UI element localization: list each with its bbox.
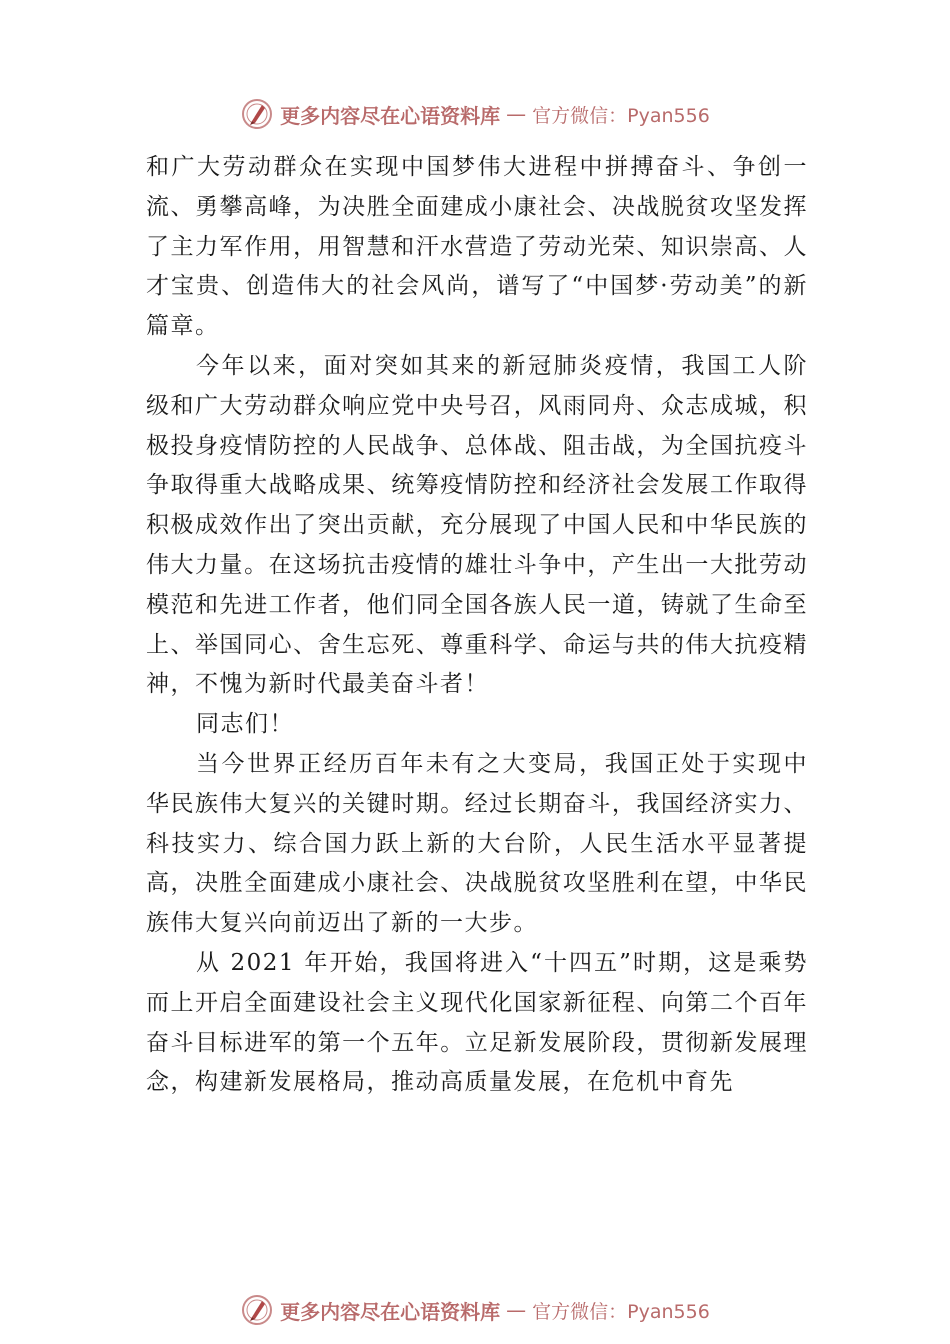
- paragraph-3: 同志们！: [196, 711, 294, 738]
- watermark-contact: 官方微信：Pyan556: [532, 104, 710, 127]
- watermark-separator: —: [506, 102, 527, 126]
- pen-nib-circle-icon: [240, 97, 274, 131]
- paragraph-1: 和广大劳动群众在实现中国梦伟大进程中拼搏奋斗、争创一流、勇攀高峰，为决胜全面建成小康社会、决战脱贫攻坚发挥了主力军作用，用智慧和汗水营造了劳动光荣、知识崇高、人才宝贵、创造伟大的社会风尚，谱写了“中国梦·劳动美”的新篇章。: [146, 154, 808, 340]
- paragraph-2: 今年以来，面对突如其来的新冠肺炎疫情，我国工人阶级和广大劳动群众响应党中央号召，风雨同舟、众志成城，积极投身疫情防控的人民战争、总体战、阻击战，为全国抗疫斗争取得重大战略成果、统筹疫情防控和经济社会发展工作取得积极成效作出了突出贡献，充分展现了中国人民和中华民族的伟大力量。在这场抗击疫情的雄壮斗争中，产生出一大批劳动模范和先进工作者，他们同全国各族人民一道，铸就了生命至上、举国同心、舍生忘死、尊重科学、命运与共的伟大抗疫精神，不愧为新时代最美奋斗者！: [146, 352, 808, 698]
- watermark-main-text: 更多内容尽在心语资料库: [280, 1299, 501, 1324]
- paragraph-4: 当今世界正经历百年未有之大变局，我国正处于实现中华民族伟大复兴的关键时期。经过长期奋斗，我国经济实力、科技实力、综合国力跃上新的大台阶，人民生活水平显著提高，决胜全面建成小康社会、决战脱贫攻坚胜利在望，中华民族伟大复兴向前迈出了新的一大步。: [146, 750, 808, 937]
- header-watermark: [0, 94, 950, 134]
- footer-watermark: [0, 1290, 950, 1330]
- watermark-contact: 官方微信：Pyan556: [532, 1300, 710, 1323]
- watermark-separator: —: [506, 1298, 527, 1322]
- document-body: [146, 148, 808, 1103]
- watermark-main-text: 更多内容尽在心语资料库: [280, 103, 501, 128]
- pen-nib-circle-icon: [240, 1293, 274, 1327]
- paragraph-5: 从 2021 年开始，我国将进入“十四五”时期，这是乘势而上开启全面建设社会主义现代化国家新征程、向第二个百年奋斗目标进军的第一个五年。立足新发展阶段，贯彻新发展理念，构建新发展格局，推动高质量发展，在危机中育先: [146, 949, 808, 1096]
